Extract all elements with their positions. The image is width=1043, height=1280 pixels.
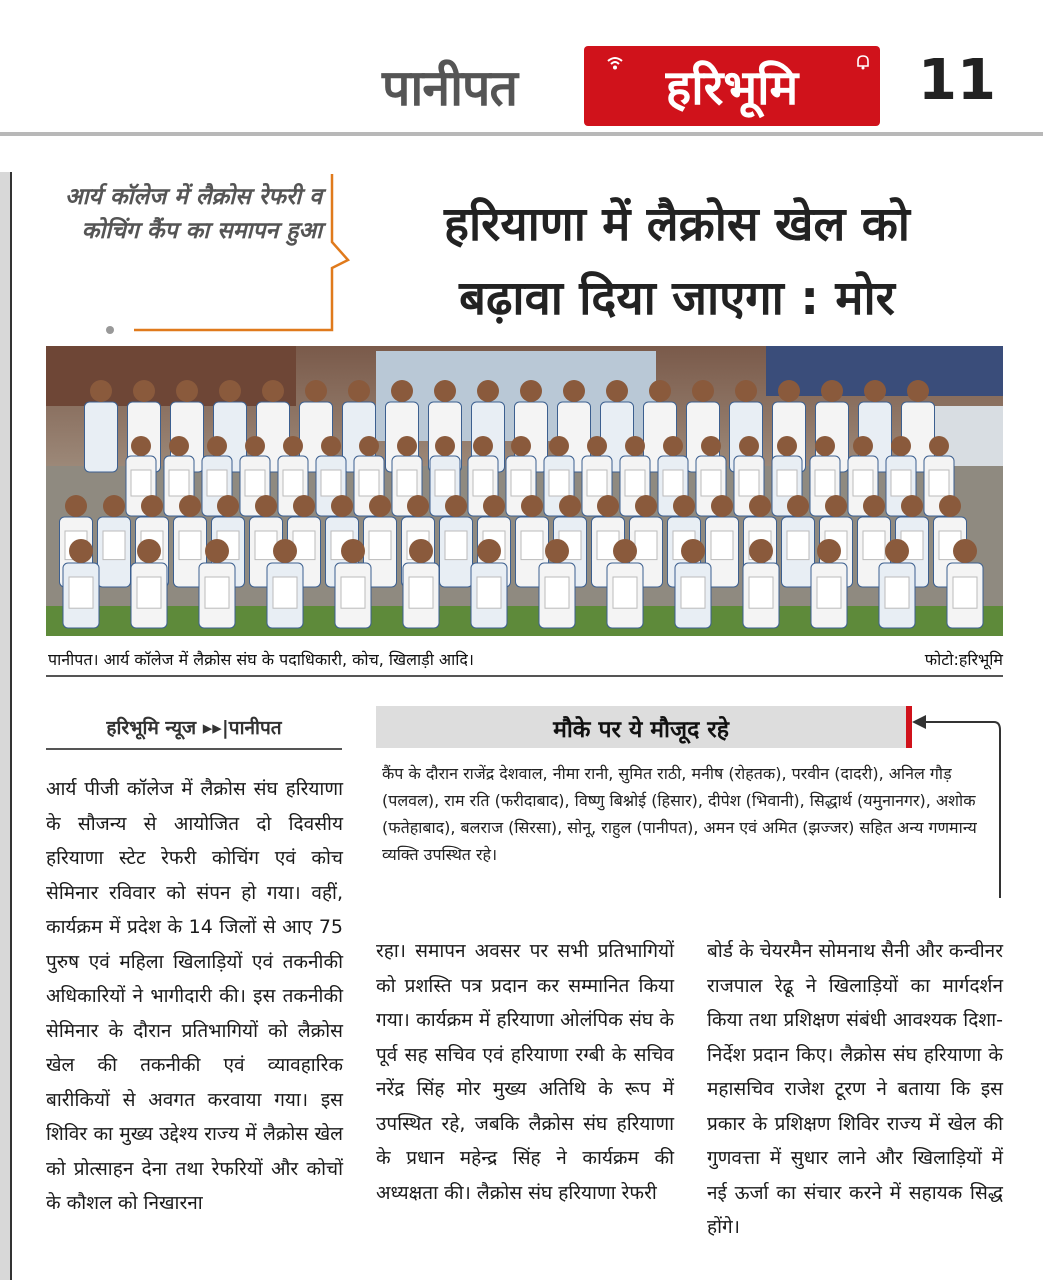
certificate: [103, 531, 125, 560]
newspaper-name: हरिभूमि: [665, 60, 799, 116]
certificate: [369, 531, 391, 560]
person-head: [477, 380, 499, 402]
person-head: [205, 539, 229, 563]
certificate: [69, 577, 93, 608]
certificate: [207, 470, 227, 496]
person-head: [283, 436, 303, 456]
certificate: [397, 470, 417, 496]
person-head: [321, 436, 341, 456]
photo-caption: पानीपत। आर्य कॉलेज में लैक्रोस संघ के पदाधिकारी, कोच, खिलाड़ी आदि।: [48, 650, 474, 669]
person-head: [407, 495, 429, 517]
person-figure: [85, 402, 118, 472]
person-head: [255, 495, 277, 517]
person-head: [90, 380, 112, 402]
person-head: [663, 436, 683, 456]
person-head: [305, 380, 327, 402]
certificate: [749, 577, 773, 608]
person-head: [293, 495, 315, 517]
certificate: [169, 470, 189, 496]
certificate: [205, 577, 229, 608]
person-head: [520, 380, 542, 402]
person-head: [749, 539, 773, 563]
person-head: [477, 539, 501, 563]
certificate: [409, 577, 433, 608]
certificate: [245, 470, 265, 496]
certificate: [273, 577, 297, 608]
headline-line-1: हरियाणा में लैक्रोस खेल को: [444, 197, 910, 252]
person-head: [853, 436, 873, 456]
infobox-title: मौके पर ये मौजूद रहे: [553, 717, 729, 743]
person-head: [939, 495, 961, 517]
certificate: [549, 470, 569, 496]
certificate: [477, 577, 501, 608]
person-head: [397, 436, 417, 456]
article-headline: [352, 188, 1002, 336]
certificate: [787, 531, 809, 560]
article-subhead: आर्य कॉलेज में लैक्रोस रेफरी व कोचिंग कैंप का समापन हुआ: [65, 184, 322, 244]
article-column-2: रहा। समापन अवसर पर सभी प्रतिभागियों को प्रशस्ति पत्र प्रदान कर सम्मानित किया गया। कार्यक्रम में हरियाणा ओलंपिक संघ के पूर्व सह सचिव एवं हरियाणा रग्बी के सचिव नरेंद्र सिंह मोर मुख्य अतिथि के रूप में उपस्थित रहे, जबकि लैक्रोस संघ हरियाणा के प्रधान महेन्द्र सिंह ने कार्यक्रम की अध्यक्षता की। लैक्रोस संघ हरियाणा रेफरी: [376, 940, 674, 1204]
certificate: [625, 470, 645, 496]
certificate: [511, 470, 531, 496]
certificate: [545, 577, 569, 608]
person-head: [219, 380, 241, 402]
person-head: [692, 380, 714, 402]
person-head: [545, 539, 569, 563]
person-head: [341, 539, 365, 563]
person-head: [864, 380, 886, 402]
person-head: [69, 539, 93, 563]
photo-credit: फोटो:हरिभूमि: [924, 650, 1003, 669]
caption-divider: [46, 675, 1003, 677]
person-head: [735, 380, 757, 402]
certificate: [293, 531, 315, 560]
person-head: [885, 539, 909, 563]
page-number: 11: [918, 48, 996, 113]
certificate: [435, 470, 455, 496]
certificate: [663, 470, 683, 496]
person-head: [445, 495, 467, 517]
certificate: [853, 470, 873, 496]
section-city-name: पानीपत: [382, 59, 517, 117]
person-head: [217, 495, 239, 517]
person-head: [613, 539, 637, 563]
person-head: [331, 495, 353, 517]
person-head: [563, 380, 585, 402]
person-head: [348, 380, 370, 402]
person-head: [825, 495, 847, 517]
person-head: [901, 495, 923, 517]
person-head: [681, 539, 705, 563]
person-head: [701, 436, 721, 456]
byline-divider: [46, 748, 342, 750]
certificate: [815, 470, 835, 496]
person-head: [262, 380, 284, 402]
certificate: [929, 470, 949, 496]
person-head: [711, 495, 733, 517]
certificate: [283, 470, 303, 496]
masthead-divider: [0, 132, 1043, 136]
certificate: [777, 470, 797, 496]
news-byline: हरिभूमि न्यूज ▸▸|पानीपत: [106, 717, 282, 739]
person-head: [359, 436, 379, 456]
certificate: [863, 531, 885, 560]
person-head: [625, 436, 645, 456]
person-head: [777, 436, 797, 456]
person-head: [103, 495, 125, 517]
certificate: [711, 531, 733, 560]
certificate: [473, 470, 493, 496]
certificate: [739, 470, 759, 496]
person-head: [815, 436, 835, 456]
person-head: [907, 380, 929, 402]
newspaper-logo: [584, 46, 880, 126]
person-head: [176, 380, 198, 402]
person-head: [549, 436, 569, 456]
certificate: [817, 577, 841, 608]
person-head: [245, 436, 265, 456]
person-head: [749, 495, 771, 517]
person-head: [273, 539, 297, 563]
person-head: [778, 380, 800, 402]
person-head: [821, 380, 843, 402]
person-head: [133, 380, 155, 402]
person-head: [483, 495, 505, 517]
person-head: [953, 539, 977, 563]
person-head: [473, 436, 493, 456]
person-head: [559, 495, 581, 517]
person-head: [597, 495, 619, 517]
person-head: [207, 436, 227, 456]
person-head: [179, 495, 201, 517]
infobox-body: कैंप के दौरान राजेंद्र देशवाल, नीमा रानी, सुमित राठी, मनीष (रोहतक), परवीन (दादरी), अनिल गौड़ (पलवल), राम रति (फरीदाबाद), विष्णु बिश्नोई (हिसार), दीपेश (भिवानी), सिद्धार्थ (यमुनानगर), अशोक (फतेहाबाद), बलराज (सिरसा), सोनू, राहुल (पानीपत), अमन एवं अमित (झज्जर) सहित अन्य गणमान्य व्यक्ति उपस्थित रहे।: [382, 764, 977, 864]
certificate: [321, 470, 341, 496]
certificate: [953, 577, 977, 608]
person-head: [391, 380, 413, 402]
certificate: [445, 531, 467, 560]
certificate: [179, 531, 201, 560]
person-head: [891, 436, 911, 456]
person-head: [141, 495, 163, 517]
certificate: [359, 470, 379, 496]
certificate: [255, 531, 277, 560]
certificate: [131, 470, 151, 496]
person-head: [606, 380, 628, 402]
person-head: [587, 436, 607, 456]
certificate: [341, 577, 365, 608]
person-head: [739, 436, 759, 456]
person-head: [369, 495, 391, 517]
person-head: [863, 495, 885, 517]
person-head: [435, 436, 455, 456]
person-head: [649, 380, 671, 402]
certificate: [613, 577, 637, 608]
headline-line-2: बढ़ावा दिया जाएगा : मोर: [459, 271, 895, 326]
certificate: [681, 577, 705, 608]
person-head: [511, 436, 531, 456]
article-column-1: आर्य पीजी कॉलेज में लैक्रोस संघ हरियाणा के सौजन्य से आयोजित दो दिवसीय हरियाणा स्टेट रेफरी कोचिंग एवं कोच सेमिनार रविवार को संपन हो गया। वहीं, कार्यक्रम में प्रदेश के 14 जिलों से आए 75 पुरुष एवं महिला खिलाड़ियों एवं तकनीकी अधिकारियों ने भागीदारी की। इस तकनीकी सेमिनार के दौरान प्रतिभागियों को लैक्रोस खेल की तकनीकी एवं व्यावहारिक बारीकियों से अवगत करवाया गया। इस शिविर का मुख्य उद्देश्य राज्य में लैक्रोस खेल को प्रोत्साहन देना तथा रेफरियों और कोचों के कौशल को निखारना: [46, 778, 343, 1214]
certificate: [891, 470, 911, 496]
certificate: [587, 470, 607, 496]
person-head: [131, 436, 151, 456]
article-column-3: बोर्ड के चेयरमैन सोमनाथ सैनी और कन्वीनर राजपाल रेढू ने खिलाड़ियों का मार्गदर्शन किया तथा प्रशिक्षण संबंधी आवश्यक दिशा-निर्देश प्रदान किए। लैक्रोस संघ हरियाणा के महासचिव राजेश टूरण ने बताया कि इस प्रकार के प्रशिक्षण शिविर राज्य में खेल की गुणवत्ता में सुधार लाने और खिलाड़ियों में नई ऊर्जा का संचार करने में सहायक सिद्ध होंगे।: [707, 940, 1003, 1238]
page-edge-bar: [0, 172, 12, 1280]
person-head: [673, 495, 695, 517]
person-head: [521, 495, 543, 517]
person-head: [787, 495, 809, 517]
person-head: [817, 539, 841, 563]
certificate: [137, 577, 161, 608]
person-head: [635, 495, 657, 517]
person-head: [137, 539, 161, 563]
person-head: [929, 436, 949, 456]
person-head: [434, 380, 456, 402]
certificate: [701, 470, 721, 496]
person-head: [169, 436, 189, 456]
certificate: [635, 531, 657, 560]
person-head: [65, 495, 87, 517]
bell-icon: [856, 54, 870, 70]
certificate: [885, 577, 909, 608]
certificate: [521, 531, 543, 560]
person-head: [409, 539, 433, 563]
group-photo: [46, 346, 1003, 636]
